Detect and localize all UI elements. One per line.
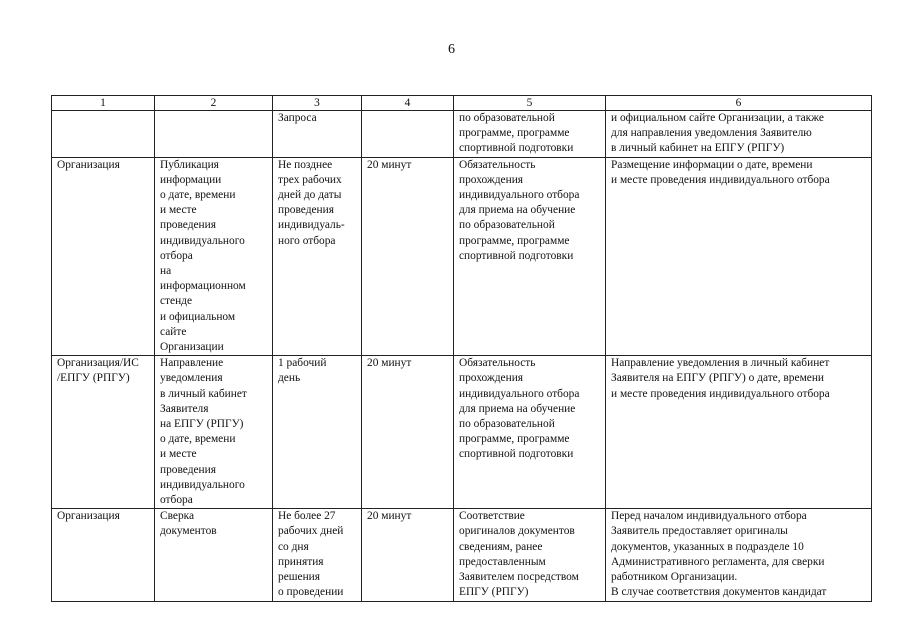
column-header: 1 — [52, 96, 155, 111]
table-cell: Не более 27 рабочих дней со дня принятия решения о проведении — [273, 509, 362, 602]
table-row — [52, 157, 872, 356]
table-cell: Размещение информации о дате, времени и месте проведения индивидуального отбора — [606, 157, 872, 356]
column-header: 3 — [273, 96, 362, 111]
column-header: 4 — [362, 96, 454, 111]
column-header: 2 — [155, 96, 273, 111]
table-cell: Сверка документов — [155, 509, 273, 602]
table-cell: Направление уведомления в личный кабинет Заявителя на ЕПГУ (РПГУ) о дате, времени и месте проведения индивидуального отбора — [606, 356, 872, 509]
page-number: 6 — [448, 42, 455, 57]
table-cell: 20 минут — [362, 509, 454, 602]
table-header-row — [52, 96, 872, 111]
table-cell: Организация — [52, 157, 155, 356]
table-row — [52, 509, 872, 602]
table-cell: 1 рабочий день — [273, 356, 362, 509]
table-cell: Обязательность прохождения индивидуального отбора для приема на обучение по образовательной программе, программе спортивной подготовки — [454, 157, 606, 356]
column-header: 6 — [606, 96, 872, 111]
table-row — [52, 356, 872, 509]
table-cell: Направление уведомления в личный кабинет Заявителя на ЕПГУ (РПГУ) о дате, времени и месте проведения индивидуального отбора — [155, 356, 273, 509]
table-cell: по образовательной программе, программе спортивной подготовки — [454, 111, 606, 158]
table-cell: Соответствие оригиналов документов сведениям, ранее предоставленным Заявителем посредством ЕПГУ (РПГУ) — [454, 509, 606, 602]
table-cell: Обязательность прохождения индивидуального отбора для приема на обучение по образовательной программе, программе спортивной подготовки — [454, 356, 606, 509]
table-cell: и официальном сайте Организации, а также для направления уведомления Заявителю в личный кабинет на ЕПГУ (РПГУ) — [606, 111, 872, 158]
table-row — [52, 111, 872, 158]
table-cell: 20 минут — [362, 157, 454, 356]
table-cell: 20 минут — [362, 356, 454, 509]
table-cell: Организация — [52, 509, 155, 602]
table-cell: Перед началом индивидуального отбора Заявитель предоставляет оригиналы документов, указанных в подразделе 10 Административного регламента, для сверки работником Организации. В случае соответствия документов кандидат — [606, 509, 872, 602]
table-cell — [52, 111, 155, 158]
table-cell — [362, 111, 454, 158]
table-cell: Запроса — [273, 111, 362, 158]
table-cell: Публикация информации о дате, времени и месте проведения индивидуального отбора на информационном стенде и официальном сайте Организации — [155, 157, 273, 356]
table-cell: Организация/ИС /ЕПГУ (РПГУ) — [52, 356, 155, 509]
procedure-table — [51, 95, 872, 602]
table-cell — [155, 111, 273, 158]
column-header: 5 — [454, 96, 606, 111]
table-cell: Не позднее трех рабочих дней до даты проведения индивидуаль- ного отбора — [273, 157, 362, 356]
